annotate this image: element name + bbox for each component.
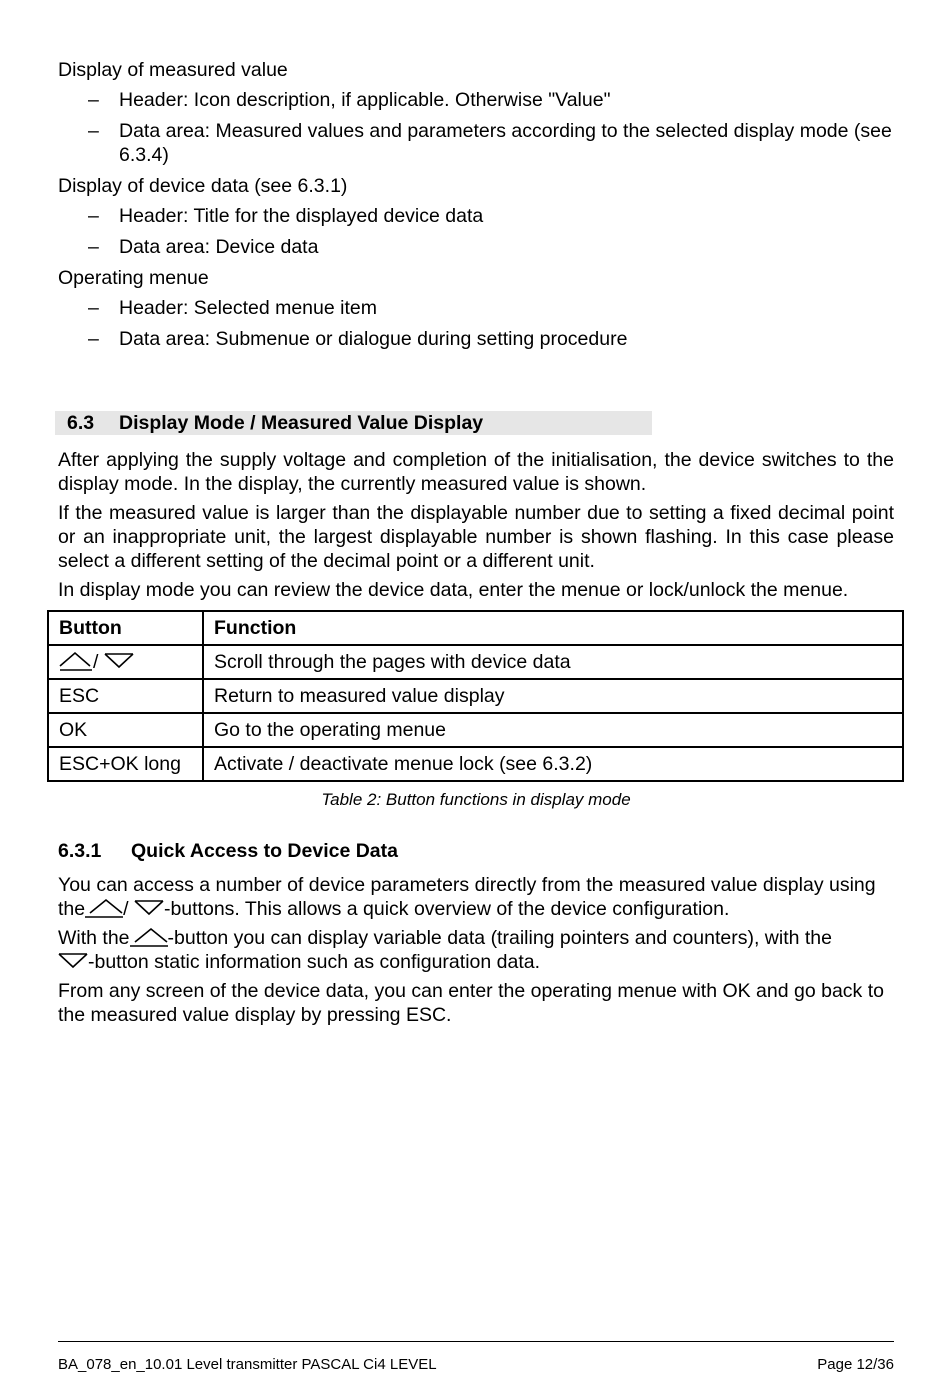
footer-document-title: BA_078_en_10.01 Level transmitter PASCAL Ci4 LEVEL: [58, 1356, 437, 1373]
paragraph: After applying the supply voltage and completion of the initialisation, the device switches to the display mode. In the display, the currently measured value is shown.: [58, 449, 894, 495]
paragraph: [58, 926, 894, 974]
button-cell: ESC: [48, 679, 203, 713]
dash-marker: –: [88, 328, 99, 350]
up-arrow-icon: [59, 651, 93, 671]
down-arrow-icon: [104, 651, 134, 671]
paragraph: In display mode you can review the device data, enter the menue or lock/unlock the menue.: [58, 579, 849, 601]
device-data-title: Display of device data (see 6.3.1): [58, 175, 348, 197]
function-cell: Return to measured value display: [203, 679, 903, 713]
operating-menue-list: [58, 296, 894, 351]
up-arrow-icon: [85, 898, 123, 918]
paragraph-text: -buttons. This allows a quick overview of the device configuration.: [163, 898, 730, 920]
list-item: [58, 88, 894, 112]
section-number: 6.3.1: [58, 840, 102, 862]
list-item-text: Header: Selected menue item: [119, 297, 377, 319]
button-cell: ESC+OK long: [48, 747, 203, 781]
section-number: 6.3: [67, 412, 95, 434]
header-button: Button: [48, 611, 203, 645]
table-row: [48, 645, 903, 679]
table-row: [48, 679, 903, 713]
section-heading-6-3: [55, 411, 652, 435]
paragraph-text: You can access a number of device parameters directly from the measured value display using the: [58, 874, 876, 920]
list-item: [58, 327, 894, 351]
page-footer: [58, 1355, 894, 1375]
list-item: [58, 119, 894, 167]
dash-marker: –: [88, 205, 99, 227]
paragraph-text: -button static information such as configuration data.: [88, 951, 541, 973]
operating-menue-title: Operating menue: [58, 267, 209, 289]
paragraph-text: With the: [58, 927, 130, 949]
table-caption: Table 2: Button functions in display mode: [321, 790, 631, 809]
document-page: [58, 58, 894, 1027]
function-cell: Scroll through the pages with device data: [203, 645, 903, 679]
function-cell: Go to the operating menue: [203, 713, 903, 747]
down-arrow-icon: [58, 951, 88, 971]
list-item-text: Data area: Submenue or dialogue during setting procedure: [119, 328, 628, 350]
section-title: Quick Access to Device Data: [131, 840, 398, 862]
down-arrow-icon: [134, 898, 164, 918]
measured-value-list: [58, 88, 894, 167]
list-item: [58, 235, 894, 259]
measured-value-title: Display of measured value: [58, 59, 288, 81]
section-title: Display Mode / Measured Value Display: [119, 412, 484, 434]
list-item-text: Data area: Device data: [119, 236, 319, 258]
button-cell: [48, 645, 203, 679]
dash-marker: –: [88, 120, 99, 142]
function-cell: Activate / deactivate menue lock (see 6.3.2): [203, 747, 903, 781]
list-item: [58, 204, 894, 228]
list-item-text: Data area: Measured values and parameters according to the selected display mode (see 6.3.4): [119, 120, 892, 166]
dash-marker: –: [88, 89, 99, 111]
list-item: [58, 296, 894, 320]
footer-divider: [58, 1341, 894, 1342]
dash-marker: –: [88, 297, 99, 319]
button-cell: OK: [48, 713, 203, 747]
section-heading-6-3-1: [58, 839, 894, 863]
paragraph: From any screen of the device data, you can enter the operating menue with OK and go back to the measured value display by pressing ESC.: [58, 980, 884, 1026]
paragraph-text: -button you can display variable data (trailing pointers and counters), with the: [167, 927, 832, 949]
paragraph: If the measured value is larger than the displayable number due to setting a fixed decimal point or an inappropriate unit, the largest displayable number is shown flashing. In this case please select a different setting of the decimal point or a different unit.: [58, 502, 894, 572]
list-item-text: Header: Title for the displayed device data: [119, 205, 484, 227]
footer-page-number: Page 12/36: [817, 1356, 894, 1373]
button-functions-table: [47, 610, 904, 782]
dash-marker: –: [88, 236, 99, 258]
table-row: [48, 747, 903, 781]
device-data-list: [58, 204, 894, 259]
button-separator: /: [93, 651, 99, 673]
paragraph: [58, 873, 894, 921]
separator-text: /: [123, 898, 129, 920]
table-header-row: [48, 611, 903, 645]
header-function: Function: [203, 611, 903, 645]
up-arrow-icon: [130, 927, 168, 947]
list-item-text: Header: Icon description, if applicable. Otherwise "Value": [119, 89, 611, 111]
table-row: [48, 713, 903, 747]
